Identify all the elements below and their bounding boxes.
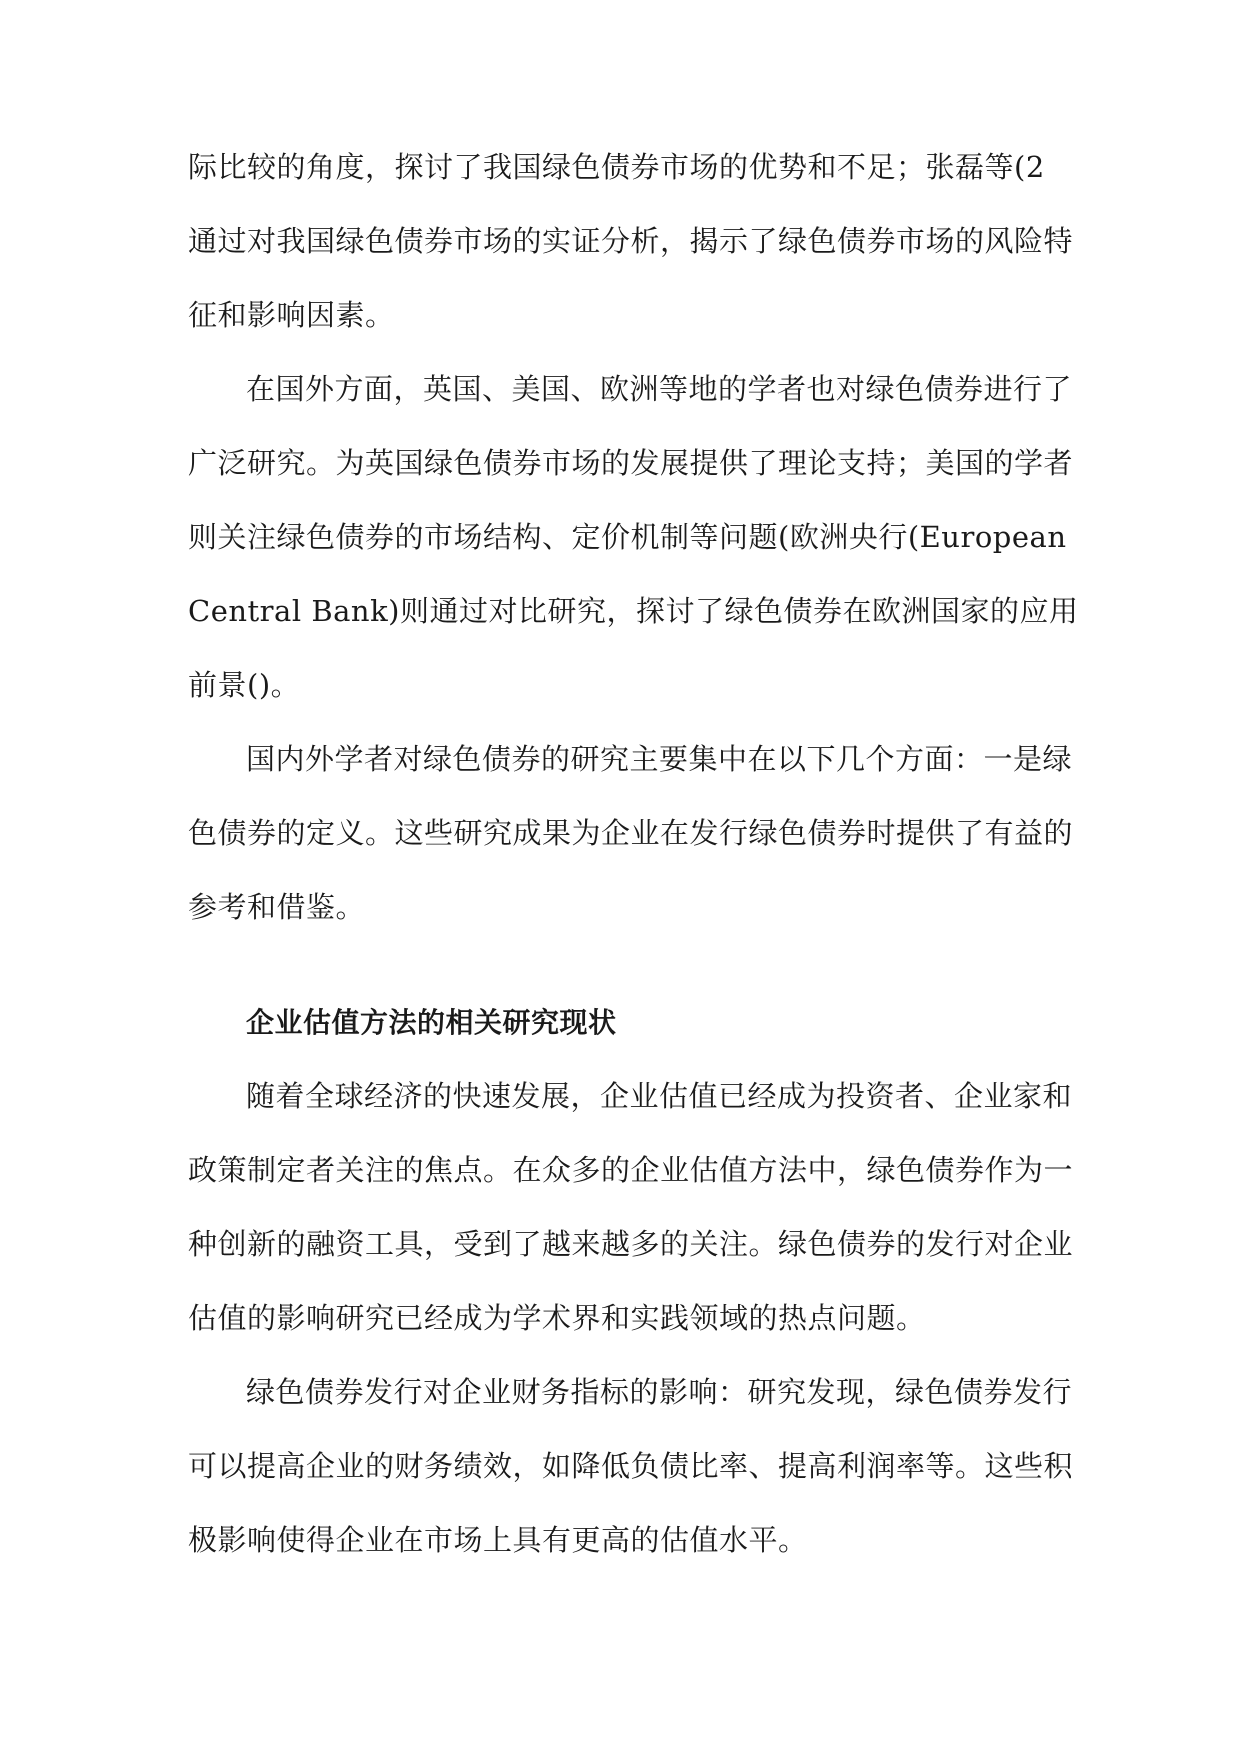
paragraph-2-line-1: 在国外方面，英国、美国、欧洲等地的学者也对绿色债券进行了: [246, 372, 1073, 406]
section-paragraph-2-line-2: 可以提高企业的财务绩效，如降低负债比率、提高利润率等。这些积: [188, 1449, 1074, 1483]
paragraph-2-line-2: 广泛研究。为英国绿色债券市场的发展提供了理论支持；美国的学者: [188, 446, 1074, 480]
paragraph-3-line-3: 参考和借鉴。: [188, 890, 366, 924]
paragraph-3-line-2: 色债券的定义。这些研究成果为企业在发行绿色债券时提供了有益的: [188, 816, 1074, 850]
section-paragraph-2-line-1: 绿色债券发行对企业财务指标的影响：研究发现，绿色债券发行: [246, 1375, 1073, 1409]
paragraph-2-line-4: Central Bank)则通过对比研究，探讨了绿色债券在欧洲国家的应用: [188, 594, 1079, 628]
section-paragraph-1-line-4: 估值的影响研究已经成为学术界和实践领域的热点问题。: [188, 1301, 926, 1335]
paragraph-1-line-1: 际比较的角度，探讨了我国绿色债券市场的优势和不足；张磊等(2: [188, 150, 1045, 184]
paragraph-2-line-3: 则关注绿色债券的市场结构、定价机制等问题(欧洲央行(European: [188, 520, 1067, 554]
section-paragraph-1-line-2: 政策制定者关注的焦点。在众多的企业估值方法中，绿色债券作为一: [188, 1153, 1074, 1187]
section-paragraph-1-line-3: 种创新的融资工具，受到了越来越多的关注。绿色债券的发行对企业: [188, 1227, 1074, 1261]
section-paragraph-1-line-1: 随着全球经济的快速发展，企业估值已经成为投资者、企业家和: [246, 1079, 1073, 1113]
paragraph-2-line-5: 前景()。: [188, 668, 301, 702]
section-heading: 企业估值方法的相关研究现状: [246, 1006, 617, 1039]
paragraph-3-line-1: 国内外学者对绿色债券的研究主要集中在以下几个方面：一是绿: [246, 742, 1073, 776]
paragraph-1-line-2: 通过对我国绿色债券市场的实证分析，揭示了绿色债券市场的风险特: [188, 224, 1074, 258]
section-paragraph-2-line-3: 极影响使得企业在市场上具有更高的估值水平。: [188, 1523, 808, 1557]
paragraph-1-line-3: 征和影响因素。: [188, 298, 395, 332]
